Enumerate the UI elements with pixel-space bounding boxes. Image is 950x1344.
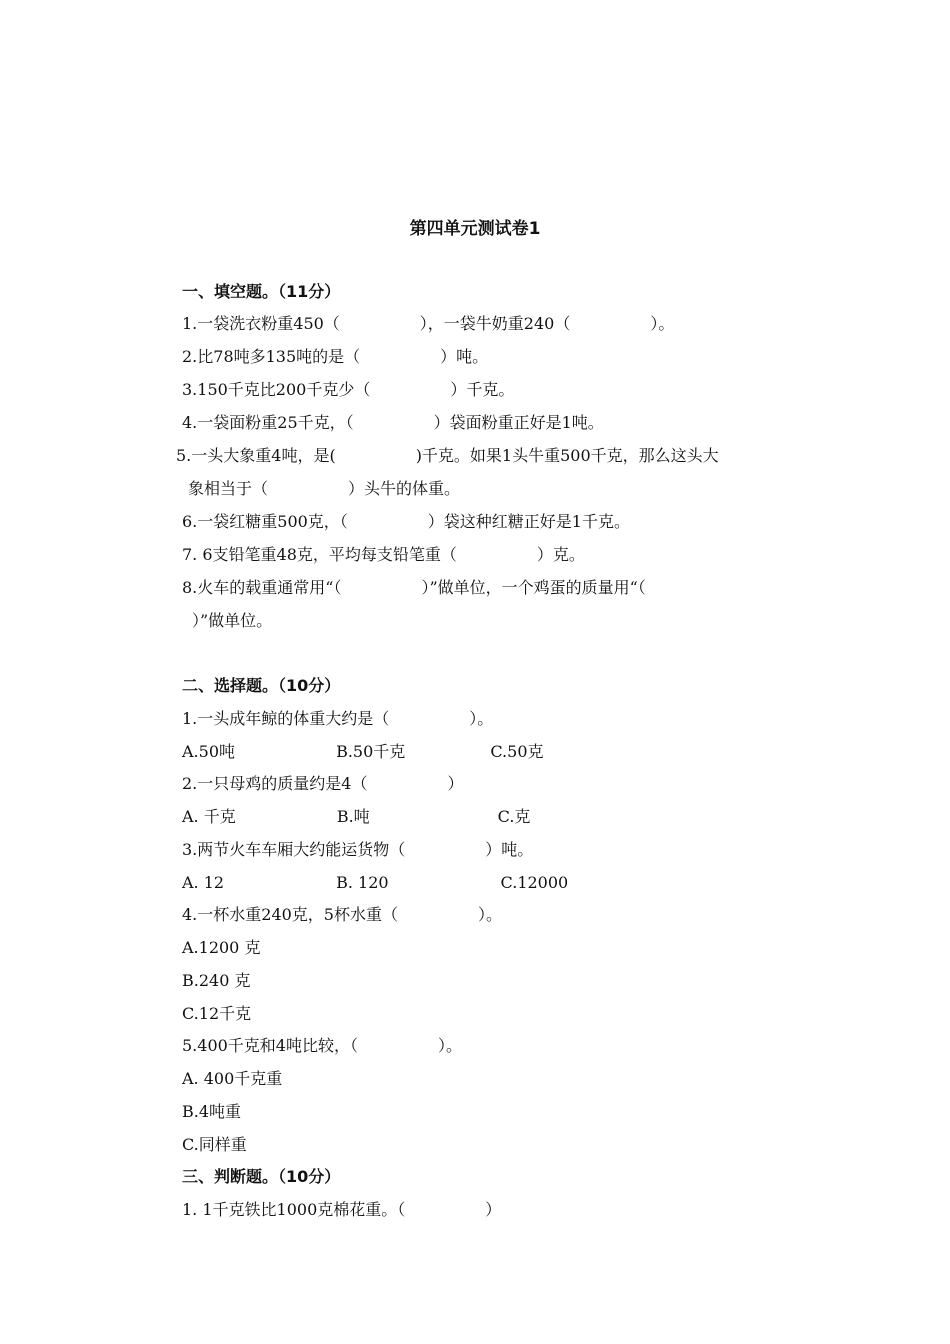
page-title: 第四单元测试卷1	[409, 219, 541, 239]
section-heading-fill-blank: 一、填空题。（11分）	[182, 282, 341, 301]
question-line: 3.150千克比200千克少（ ）千克。	[182, 380, 515, 399]
option-line: A. 12 B. 120 C.12000	[182, 873, 569, 892]
question-line: 4.一杯水重240克，5杯水重（ ）。	[182, 905, 502, 924]
option-line: C.12千克	[182, 1004, 252, 1023]
option-line: A.1200 克	[182, 938, 261, 957]
section-heading-multiple-choice: 二、选择题。（10分）	[182, 676, 341, 695]
question-line: 1.一头成年鲸的体重大约是（ ）。	[182, 709, 494, 728]
option-line: C.同样重	[182, 1135, 247, 1154]
option-line: A. 千克 B.吨 C.克	[182, 807, 531, 826]
question-line: 2.一只母鸡的质量约是4（ ）	[182, 774, 464, 793]
question-line: 象相当于（ ）头牛的体重。	[188, 479, 461, 498]
question-line: 6.一袋红糖重500克，（ ）袋这种红糖正好是1千克。	[182, 512, 630, 531]
question-line: 1.一袋洗衣粉重450（ ），一袋牛奶重240（ ）。	[182, 314, 675, 333]
question-line: 7. 6支铅笔重48克，平均每支铅笔重（ ）克。	[182, 545, 585, 564]
question-line: 5.400千克和4吨比较，（ ）。	[182, 1036, 462, 1055]
question-line: 1. 1千克铁比1000克棉花重。（ ）	[182, 1200, 502, 1219]
question-line: 4.一袋面粉重25千克，（ ）袋面粉重正好是1吨。	[182, 413, 604, 432]
option-line: B.4吨重	[182, 1102, 242, 1121]
question-line: 3.两节火车车厢大约能运货物（ ）吨。	[182, 840, 534, 859]
option-line: A.50吨 B.50千克 C.50克	[182, 742, 544, 761]
question-line: 8.火车的载重通常用“（ ）”做单位，一个鸡蛋的质量用“（	[182, 578, 646, 597]
question-line: 2.比78吨多135吨的是（ ）吨。	[182, 347, 489, 366]
option-line: B.240 克	[182, 971, 251, 990]
question-line: 5.一头大象重4吨，是( )千克。如果1头牛重500千克，那么这头大	[176, 446, 719, 465]
question-line: ）”做单位。	[192, 611, 273, 630]
option-line: A. 400千克重	[182, 1069, 283, 1088]
section-heading-true-false: 三、判断题。（10分）	[182, 1167, 341, 1186]
